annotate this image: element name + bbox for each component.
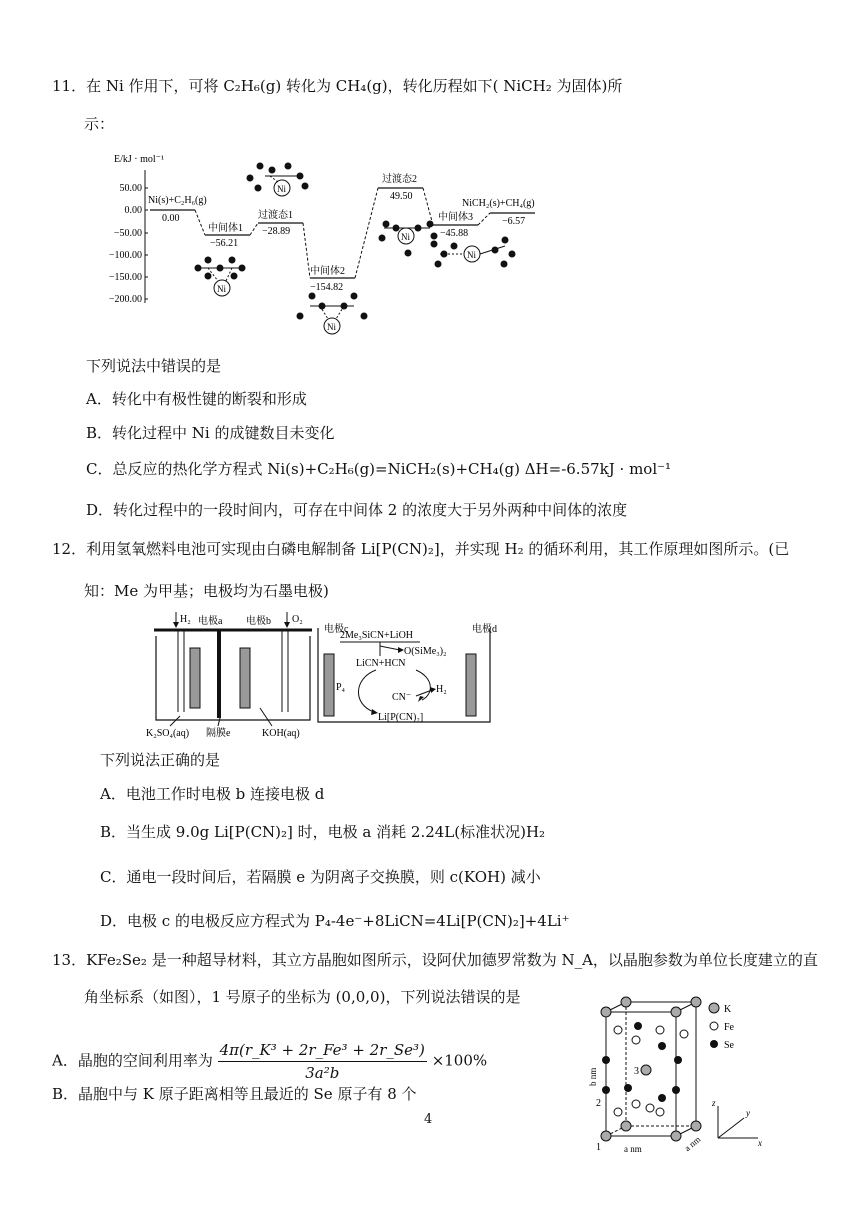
- se-atoms: [602, 1022, 682, 1102]
- ytick-m150: −150.00: [108, 272, 142, 283]
- state-2-value: −28.89: [262, 226, 291, 237]
- label-electrode-b: 电极b: [246, 616, 271, 627]
- q13-option-a: [52, 1040, 487, 1083]
- state-3-label: 中间体2: [310, 266, 345, 277]
- state-4-value: 49.50: [390, 191, 413, 202]
- state-6-value: −6.57: [502, 216, 526, 227]
- volume-fraction: [218, 1040, 427, 1083]
- state-3-value: −154.82: [310, 282, 344, 293]
- q11-stem-line1: 11．在 Ni 作用下，可将 C₂H₆(g) 转化为 CH₄(g)，转化历程如下( NiCH₂ 为固体)所: [52, 77, 623, 95]
- legend-se: Se: [724, 1040, 734, 1051]
- label-reactants: 2Me₃SiCN+LiOH: [340, 630, 414, 641]
- legend-fe: Fe: [724, 1022, 734, 1033]
- molecule-intermediate3: [431, 237, 516, 268]
- q12-option-d: D．电极 c 的电极反应方程式为 P₄-4e⁻+8LiCN=4Li[P(CN)₂]+4Li⁺: [100, 912, 570, 930]
- q11-prompt: 下列说法中错误的是: [86, 357, 222, 375]
- state-0-label: Ni(s)+C₂H₆(g): [148, 195, 207, 206]
- q12-stem-line1: 12．利用氢氧燃料电池可实现由白磷电解制备 Li[P(CN)₂]，并实现 H₂ 的循环利用，其工作原理如图所示。(已: [52, 540, 790, 558]
- state-1-value: −56.21: [210, 238, 239, 249]
- label-o2: O₂: [292, 614, 303, 625]
- fraction-denominator: 3a²b: [305, 1064, 340, 1082]
- q12-option-c: C．通电一段时间后，若隔膜 e 为阴离子交换膜，则 c(KOH) 减小: [100, 868, 541, 886]
- state-1-label: 中间体1: [208, 223, 243, 234]
- label-electrode-a: 电极a: [198, 616, 223, 627]
- molecule-transition1: [247, 163, 309, 197]
- svg-text:Ni: Ni: [401, 232, 410, 242]
- fuel-cell: [146, 612, 312, 739]
- axes: [718, 1106, 758, 1138]
- state-5-value: −45.88: [440, 228, 469, 239]
- state-6-label: NiCH₂(s)+CH₄(g): [462, 198, 535, 209]
- label-side-product: O(SiMe₃)₂: [404, 646, 447, 657]
- label-product: Li[P(CN)₂]: [378, 712, 424, 723]
- molecule-transition2: [379, 221, 438, 257]
- ytick-m200: −200.00: [108, 294, 142, 305]
- k-atoms: [601, 997, 701, 1141]
- fraction-numerator: 4π(r_K³ + 2r_Fe³ + 2r_Se³): [218, 1040, 427, 1062]
- q12-option-b: B．当生成 9.0g Li[P(CN)₂] 时，电极 a 消耗 2.24L(标准状况)H₂: [100, 823, 546, 841]
- ytick-m50: −50.00: [113, 228, 142, 239]
- label-h2: H₂: [180, 614, 191, 625]
- label-electrode-d: 电极d: [472, 624, 497, 635]
- ytick-50: 50.00: [119, 183, 142, 194]
- axis-x: x: [758, 1138, 762, 1148]
- axis-z: z: [712, 1098, 716, 1108]
- state-2-label: 过渡态1: [258, 210, 293, 221]
- label-membrane: 隔膜e: [206, 728, 231, 739]
- ytick-0: 0.00: [124, 205, 142, 216]
- q11-option-d: D．转化过程中的一段时间内，可存在中间体 2 的浓度大于另外两种中间体的浓度: [86, 501, 628, 519]
- label-n2: 2: [596, 1098, 601, 1109]
- legend-k: K: [724, 1004, 732, 1015]
- svg-text:Ni: Ni: [327, 322, 336, 332]
- electrolysis-diagram: [140, 608, 520, 740]
- svg-text:Ni: Ni: [467, 250, 476, 260]
- svg-text:Ni: Ni: [277, 184, 286, 194]
- label-a-side: a nm: [682, 1134, 703, 1154]
- q12-option-a: A．电池工作时电极 b 连接电极 d: [100, 785, 325, 803]
- energy-diagram: [100, 148, 560, 348]
- label-licn: LiCN+HCN: [356, 658, 406, 669]
- label-n3: 3: [634, 1066, 639, 1077]
- unit-cell-diagram: [588, 990, 778, 1160]
- q11-option-a: A．转化中有极性键的断裂和形成: [86, 390, 307, 408]
- q11-option-c: C．总反应的热化学方程式 Ni(s)+C₂H₆(g)=NiCH₂(s)+CH₄(g) ΔH=-6.57kJ · mol⁻¹: [86, 460, 672, 478]
- energy-ylabel: E/kJ · mol⁻¹: [114, 154, 164, 165]
- axis-y: y: [746, 1108, 750, 1118]
- label-electrode-c: 电极c: [324, 624, 349, 635]
- molecule-intermediate2: [297, 293, 368, 335]
- q13-stem-line1: 13．KFe₂Se₂ 是一种超导材料，其立方晶胞如图所示，设阿伏加德罗常数为 N_A，以晶胞参数为单位长度建立的直: [52, 951, 818, 969]
- state-5-label: 中间体3: [438, 212, 473, 223]
- state-4-label: 过渡态2: [382, 174, 417, 185]
- label-cn: CN⁻: [392, 692, 412, 703]
- q13-option-a-suffix: ×100%: [431, 1051, 488, 1070]
- svg-text:Ni: Ni: [217, 284, 226, 294]
- label-b: b nm: [588, 1067, 598, 1086]
- q13-option-b: B．晶胞中与 K 原子距离相等且最近的 Se 原子有 8 个: [52, 1085, 417, 1103]
- page-number: 4: [424, 1112, 433, 1127]
- molecule-intermediate1: [195, 257, 246, 297]
- q12-prompt: 下列说法正确的是: [100, 751, 221, 769]
- q13-stem-line2: 角坐标系（如图），1 号原子的坐标为 (0,0,0)，下列说法错误的是: [84, 988, 521, 1006]
- q11-stem-line2: 示：: [84, 115, 115, 133]
- state-0-value: 0.00: [162, 213, 180, 224]
- q11-option-b: B．转化过程中 Ni 的成键数目未变化: [86, 424, 335, 442]
- label-h2-out: H₂: [436, 684, 447, 695]
- label-n1: 1: [596, 1142, 601, 1153]
- q13-option-a-prefix: A．晶胞的空间利用率为: [52, 1051, 213, 1070]
- label-p4: P₄: [336, 682, 346, 693]
- q12-stem-line2: 知：Me 为甲基；电极均为石墨电极): [84, 582, 329, 600]
- label-koh: KOH(aq): [262, 728, 300, 739]
- label-k2so4: K₂SO₄(aq): [146, 728, 190, 739]
- ytick-m100: −100.00: [108, 250, 142, 261]
- label-a-bottom: a nm: [624, 1144, 642, 1154]
- electrolytic-cell: [318, 622, 497, 723]
